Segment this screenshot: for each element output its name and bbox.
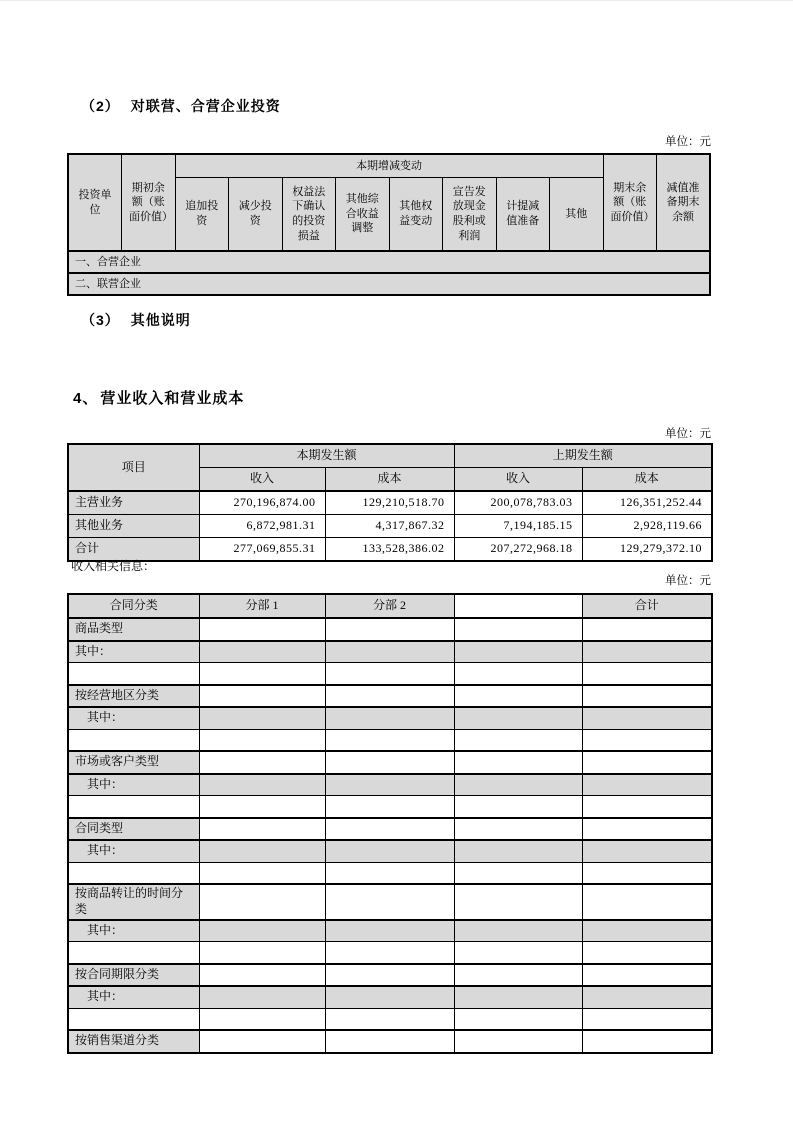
data-cell <box>199 1030 325 1053</box>
column-header-cost: 成本 <box>582 468 712 492</box>
column-header: 期末余额（账面价值） <box>603 154 657 251</box>
section-title: 营业收入和营业成本 <box>100 390 245 407</box>
section-title: 对联营、合营企业投资 <box>130 98 281 114</box>
data-cell <box>199 751 325 774</box>
data-cell <box>582 964 712 987</box>
column-header: 投资单位 <box>68 154 122 251</box>
table-row <box>68 884 712 920</box>
table-row <box>68 920 712 942</box>
column-header: 其他权益变动 <box>389 178 443 252</box>
data-cell <box>199 986 325 1008</box>
data-cell <box>325 618 454 641</box>
data-cell <box>454 942 582 964</box>
amount-cell: 200,078,783.03 <box>454 491 582 515</box>
section-number: （3） <box>81 312 120 328</box>
investment-table-header <box>68 154 710 251</box>
amount-cell: 6,872,981.31 <box>199 515 325 538</box>
contract-table <box>67 593 713 1054</box>
data-cell <box>454 707 582 729</box>
section-number: （2） <box>81 98 120 114</box>
data-cell <box>325 663 454 685</box>
row-label <box>68 796 199 818</box>
row-label: 其他业务 <box>68 515 199 538</box>
table-header-row <box>68 444 712 468</box>
data-cell <box>582 618 712 641</box>
table-row <box>68 862 712 884</box>
data-cell <box>582 840 712 862</box>
data-cell <box>325 774 454 796</box>
column-header-income: 收入 <box>199 468 325 492</box>
section-number: 4、 <box>73 390 99 407</box>
data-cell <box>454 729 582 751</box>
data-cell <box>325 986 454 1008</box>
row-label: 其中： <box>68 986 199 1008</box>
column-group-header: 本期增减变动 <box>175 154 603 178</box>
data-cell <box>325 942 454 964</box>
data-cell <box>199 774 325 796</box>
row-label: 其中： <box>68 641 199 663</box>
column-header: 权益法下确认的投资损益 <box>282 178 336 252</box>
data-cell <box>582 986 712 1008</box>
data-cell <box>454 1008 582 1030</box>
table-row <box>68 707 712 729</box>
data-cell <box>199 796 325 818</box>
data-cell <box>199 729 325 751</box>
column-header: 期初余额（账面价值） <box>122 154 176 251</box>
column-header: 减值准备期末余额 <box>657 154 711 251</box>
table-header-row <box>68 594 712 618</box>
row-label: 合同类型 <box>68 818 199 841</box>
data-cell <box>325 920 454 942</box>
data-cell <box>199 840 325 862</box>
amount-cell: 129,210,518.70 <box>325 491 454 515</box>
data-cell <box>582 751 712 774</box>
amount-cell: 207,272,968.18 <box>454 538 582 562</box>
amount-cell: 2,928,119.66 <box>582 515 712 538</box>
data-cell <box>325 685 454 708</box>
section-heading-2 <box>81 96 281 116</box>
investment-table-body <box>68 251 710 295</box>
row-label: 其中： <box>68 707 199 729</box>
row-label: 其中： <box>68 774 199 796</box>
data-cell <box>454 818 582 841</box>
row-label: 其中： <box>68 920 199 942</box>
column-group-header-current: 本期发生额 <box>199 444 454 468</box>
table-row <box>68 818 712 841</box>
table-row <box>68 751 712 774</box>
amount-cell: 129,279,372.10 <box>582 538 712 562</box>
table-row <box>68 251 710 273</box>
column-header: 合同分类 <box>68 594 199 618</box>
column-header: 其他 <box>550 178 604 252</box>
amount-cell: 7,194,185.15 <box>454 515 582 538</box>
data-cell <box>199 920 325 942</box>
column-header-empty <box>454 594 582 618</box>
data-cell <box>199 1008 325 1030</box>
data-cell <box>582 663 712 685</box>
amount-cell: 270,196,874.00 <box>199 491 325 515</box>
table-row <box>68 515 712 538</box>
column-header: 分部 1 <box>199 594 325 618</box>
row-label <box>68 663 199 685</box>
revenue-table <box>67 443 713 562</box>
data-cell <box>199 618 325 641</box>
data-cell <box>325 1008 454 1030</box>
data-cell <box>199 641 325 663</box>
column-header: 减少投资 <box>229 178 283 252</box>
data-cell <box>454 862 582 884</box>
revenue-table-body <box>68 491 712 561</box>
amount-cell: 277,069,855.31 <box>199 538 325 562</box>
data-cell <box>582 862 712 884</box>
data-cell <box>325 840 454 862</box>
table-row <box>68 942 712 964</box>
investment-table <box>67 153 711 296</box>
row-label <box>68 1008 199 1030</box>
data-cell <box>582 796 712 818</box>
contract-table-body <box>68 618 712 1053</box>
data-cell <box>582 884 712 920</box>
row-label: 按销售渠道分类 <box>68 1030 199 1053</box>
column-header: 分部 2 <box>325 594 454 618</box>
data-cell <box>454 840 582 862</box>
table-row <box>68 774 712 796</box>
table-row <box>68 964 712 987</box>
revenue-table-header <box>68 444 712 491</box>
column-group-header-prior: 上期发生额 <box>454 444 712 468</box>
data-cell <box>582 707 712 729</box>
revenue-note: 收入相关信息： <box>71 559 156 573</box>
data-cell <box>454 663 582 685</box>
data-cell <box>454 1030 582 1053</box>
data-cell <box>454 986 582 1008</box>
row-label: 主营业务 <box>68 491 199 515</box>
data-cell <box>582 774 712 796</box>
data-cell <box>199 884 325 920</box>
data-cell <box>582 729 712 751</box>
data-cell <box>325 964 454 987</box>
data-cell <box>199 663 325 685</box>
row-label <box>68 942 199 964</box>
table-row <box>68 729 712 751</box>
column-header: 合计 <box>582 594 712 618</box>
row-label: 一、合营企业 <box>68 251 710 273</box>
amount-cell: 133,528,386.02 <box>325 538 454 562</box>
row-label: 合计 <box>68 538 199 562</box>
data-cell <box>199 685 325 708</box>
data-cell <box>325 818 454 841</box>
data-cell <box>582 641 712 663</box>
amount-cell: 126,351,252.44 <box>582 491 712 515</box>
data-cell <box>454 920 582 942</box>
unit-label: 单位：元 <box>665 428 711 440</box>
amount-cell: 4,317,867.32 <box>325 515 454 538</box>
unit-label: 单位：元 <box>665 575 711 587</box>
data-cell <box>199 707 325 729</box>
row-label: 其中： <box>68 840 199 862</box>
data-cell <box>199 818 325 841</box>
data-cell <box>454 641 582 663</box>
table-row <box>68 538 712 562</box>
row-label: 按经营地区分类 <box>68 685 199 708</box>
contract-table-header <box>68 594 712 618</box>
table-row <box>68 986 712 1008</box>
table-row <box>68 641 712 663</box>
table-row <box>68 1008 712 1030</box>
row-label: 二、联营企业 <box>68 273 710 295</box>
data-cell <box>454 884 582 920</box>
data-cell <box>454 964 582 987</box>
column-header: 其他综合收益调整 <box>336 178 390 252</box>
table-row <box>68 840 712 862</box>
column-header: 宣告发放现金股利或利润 <box>443 178 497 252</box>
column-header-cost: 成本 <box>325 468 454 492</box>
data-cell <box>325 641 454 663</box>
table-row <box>68 685 712 708</box>
data-cell <box>325 751 454 774</box>
table-header-row <box>68 154 710 178</box>
column-header-income: 收入 <box>454 468 582 492</box>
column-header: 追加投资 <box>175 178 229 252</box>
data-cell <box>199 862 325 884</box>
unit-label: 单位：元 <box>665 136 711 148</box>
data-cell <box>454 685 582 708</box>
section-heading-4 <box>73 387 244 408</box>
data-cell <box>582 1008 712 1030</box>
data-cell <box>454 774 582 796</box>
table-row <box>68 796 712 818</box>
data-cell <box>325 862 454 884</box>
data-cell <box>325 707 454 729</box>
data-cell <box>582 685 712 708</box>
section-title: 其他说明 <box>130 312 191 328</box>
data-cell <box>582 942 712 964</box>
data-cell <box>199 964 325 987</box>
table-row <box>68 491 712 515</box>
data-cell <box>325 884 454 920</box>
column-header-item: 项目 <box>68 444 199 491</box>
data-cell <box>325 1030 454 1053</box>
data-cell <box>582 1030 712 1053</box>
table-row <box>68 273 710 295</box>
section-heading-3 <box>81 310 191 330</box>
table-row <box>68 663 712 685</box>
data-cell <box>454 751 582 774</box>
table-row <box>68 618 712 641</box>
row-label: 市场或客户类型 <box>68 751 199 774</box>
data-cell <box>454 796 582 818</box>
data-cell <box>325 796 454 818</box>
column-header: 计提减值准备 <box>496 178 550 252</box>
data-cell <box>582 920 712 942</box>
data-cell <box>325 729 454 751</box>
data-cell <box>582 818 712 841</box>
data-cell <box>454 618 582 641</box>
data-cell <box>199 942 325 964</box>
table-row <box>68 1030 712 1053</box>
row-label <box>68 729 199 751</box>
row-label: 按合同期限分类 <box>68 964 199 987</box>
row-label: 商品类型 <box>68 618 199 641</box>
row-label <box>68 862 199 884</box>
row-label: 按商品转让的时间分类 <box>68 884 199 920</box>
